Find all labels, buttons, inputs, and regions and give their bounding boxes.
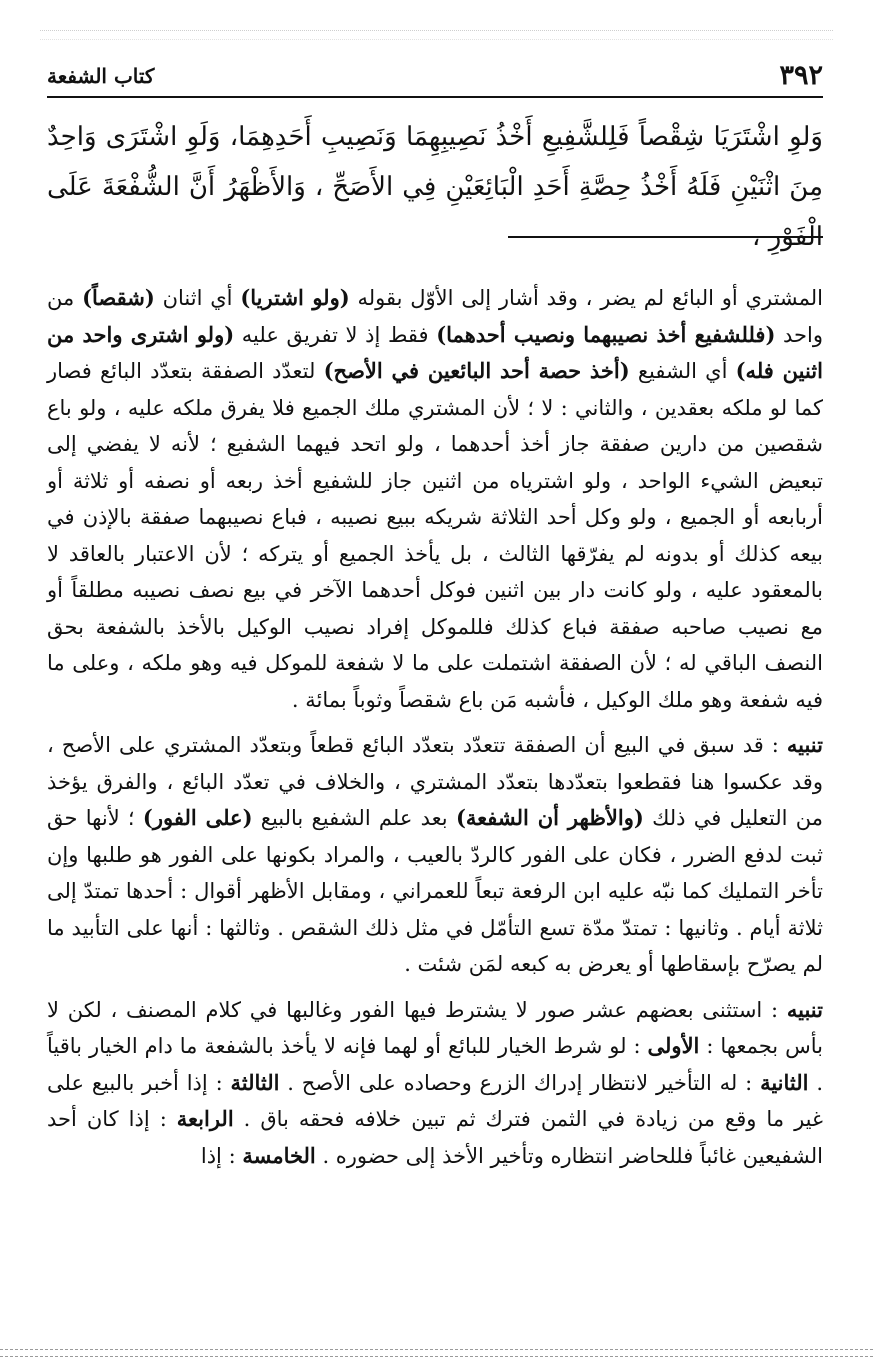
text-run: المشتري أو البائع لم يضر ، وقد أشار إلى الأوّل بقوله [349, 286, 824, 310]
text-run: لتعدّد الصفقة بتعدّد البائع فصار كما لو ملكه بعقدين ، والثاني : لا ؛ لأن المشتري ملك الجميع فلا يفرق ملكه عليه ، ولو باع شقصين من دارين صفقة جاز أخذ أحدهما ، ولو اتحد فيهما الشفيع ؛ لأنه لا يفضي إلى تبعيض الشيء الواحد ، ولو اشترياه من اثنين جاز للشفيع أخذ ربعه أو نصفه أو ثلاثة أو أربابعه أو الجميع ، ولو وكل أحد الثلاثة شريكه ببيع نصيبه ، فباع نصيبهما صفقة بالإذن في بيعه كذلك أو بدونه لم يفرّقها الثالث ، بل يأخذ الجميع أو يتركه ؛ لأن الاعتبار بالعاقد لا بالمعقود عليه ، ولو كانت دار بين اثنين فوكل أحدهما الآخر في بيع نصف نصيبه مطلقاً أو مع نصيب صاحبه صفقة فباع كذلك فللموكل إفراد نصيب الوكيل بالأخذ بالشفعة بحق النصف الباقي له ؛ لأن الصفقة اشتملت على ما لا شفعة للموكل فيه وهو ملكه ، وعلى ما فيه شفعة وهو ملك الوكيل ، فأشبه مَن باع شقصاً وثوباً بمائة . [47, 359, 823, 712]
tanbih-label: تنبيه [786, 732, 823, 757]
quoted-matn: (أخذ حصة أحد البائعين في الأصح) [323, 358, 630, 383]
matn-line-1: وَلوِ اشْتَرَيَا شِقْصاً فَلِلشَّفِيعِ أَخْذُ نَصِيبِهِمَا وَنَصِيبِ أَحَدِهِمَا، وَلَوِ اشْتَرَى وَاحِدٌ مِنَ [47, 122, 823, 202]
header-rule [47, 96, 823, 98]
ordinal-label: الثانية [760, 1069, 809, 1095]
text-run: : لو شرط الخيار للبائع أو لهما فإنه لا يأخذ بالشفعة ما دام الخيار باقياً . [47, 1034, 823, 1095]
matn-text [47, 112, 823, 252]
text-run: : إذا كان أحد الشفيعين غائباً فللحاضر انتظاره وتأخير الأخذ إلى حضوره . [47, 1107, 823, 1168]
quoted-matn: (فللشفيع أخذ نصيبهما ونصيب أحدهما) [436, 321, 776, 347]
scan-bottom-border [0, 1349, 873, 1357]
text-run: : استثنى بعضهم عشر صور لا يشترط فيها الفور وغالبها في كلام المصنف ، لكن لا بأس بجمعها : [47, 997, 824, 1058]
matn-line-2: اثْنَيْنِ فَلَهُ أَخْذُ حِصَّةِ أَحَدِ الْبَائِعَيْنِ فِي الأَصَحِّ ، وَالأَظْهَرُ أَنَّ الشُّفْعَةَ عَلَى الْفَوْرِ ، [47, 172, 823, 252]
text-run: : إذا أخبر بالبيع على غير ما وقع من زيادة في الثمن فترك ثم تبين خلافه فحقه باق . [47, 1070, 823, 1131]
quoted-matn: (شقصاً) [82, 285, 155, 310]
text-run: : قد سبق في البيع أن الصفقة تتعدّد بتعدّد البائع قطعاً وبتعدّد المشتري على الأصح ، وقد عكسوا هنا فقطعوا بتعدّدها بتعدّد المشتري ، والخلاف في تعدّد البائع ، والفرق يؤخذ من التعليل في ذلك [47, 733, 823, 830]
text-run: بعد علم الشفيع بالبيع [252, 806, 456, 830]
text-run: ؛ لأنها حق ثبت لدفع الضرر ، فكان على الفور كالردّ بالعيب ، والمراد بكونها على الفور هو طلبها وإن تأخر التمليك كما نبّه عليه ابن الرفعة تبعاً للعمراني ، ومقابل الأظهر أقوال : أحدها تمتدّ إلى ثلاثة أيام . وثانيها : تمتدّ مدّة تسع التأمّل في مثل ذلك الشقص . وثالثها : أنها على التأبيد ما لم يصرّح بإسقاطها أو يعرض به كبعه لمَن شئت . [47, 806, 823, 976]
ordinal-label: الرابعة [176, 1106, 234, 1131]
matn-separator-rule [508, 236, 823, 238]
page-header [47, 58, 823, 94]
tanbih-label: تنبيه [786, 996, 823, 1022]
running-title: كتاب الشفعة [47, 64, 155, 88]
quoted-matn: (والأظهر أن الشفعة) [455, 805, 644, 830]
commentary-paragraph-1 [47, 280, 823, 718]
ordinal-label: الخامسة [242, 1142, 316, 1168]
commentary-paragraph-3 [47, 992, 823, 1175]
text-run: فقط إذ لا تفريق عليه [234, 322, 437, 347]
quoted-matn: (على الفور) [142, 805, 253, 830]
ordinal-label: الثالثة [230, 1069, 280, 1095]
text-run: أي الشفيع [629, 359, 736, 383]
text-run: : له التأخير لانتظار إدراك الزرع وحصاده على الأصح . [279, 1070, 761, 1095]
quoted-matn: (ولو اشترى واحد من اثنين فله) [47, 321, 823, 383]
commentary-body [47, 280, 823, 1342]
text-run: أي اثنان [154, 286, 241, 310]
ordinal-label: الأولى [647, 1033, 700, 1058]
commentary-paragraph-2 [47, 727, 823, 983]
quoted-matn: (ولو اشتريا) [240, 285, 350, 310]
text-run: : إذا [200, 1143, 243, 1168]
text-run: من واحد [47, 286, 824, 347]
scan-top-artifact [40, 30, 833, 40]
page-number: ٣٩٢ [779, 60, 823, 91]
